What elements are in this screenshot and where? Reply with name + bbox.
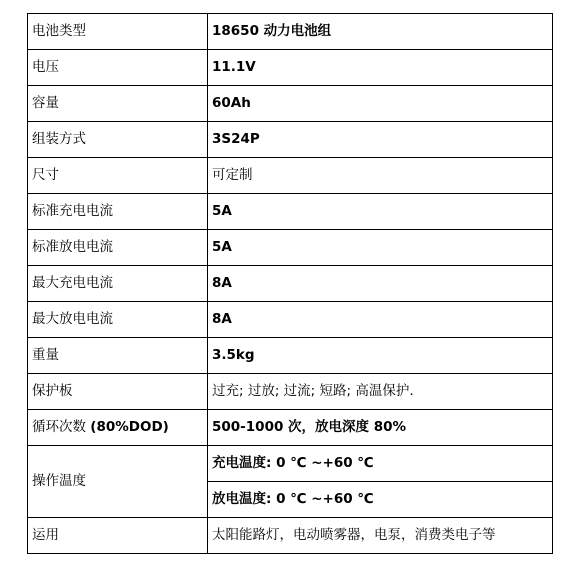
assembly-value: 3S24P bbox=[208, 122, 553, 158]
size-label: 尺寸 bbox=[28, 158, 208, 194]
application-value: 太阳能路灯，电动喷雾器，电泵，消费类电子等 bbox=[208, 518, 553, 554]
voltage-label: 电压 bbox=[28, 50, 208, 86]
table-row bbox=[28, 158, 553, 194]
discharge-temperature-range: 0 ℃ ~+60 ℃ bbox=[271, 491, 374, 508]
cycle-count-label-cn: 循环次数 bbox=[32, 419, 86, 436]
cycle-count-label-dod: (80%DOD) bbox=[90, 419, 169, 436]
table-row bbox=[28, 518, 553, 554]
weight-value: 3.5kg bbox=[208, 338, 553, 374]
max-discharge-current-value: 8A bbox=[208, 302, 553, 338]
battery-type-value-text: 18650 动力电池组 bbox=[212, 23, 332, 40]
table-row bbox=[28, 50, 553, 86]
table-row bbox=[28, 410, 553, 446]
operating-temperature-label: 操作温度 bbox=[28, 446, 208, 518]
battery-type-value bbox=[208, 14, 553, 50]
capacity-value: 60Ah bbox=[208, 86, 553, 122]
size-value: 可定制 bbox=[208, 158, 553, 194]
cycle-count-label bbox=[28, 410, 208, 446]
protection-board-value: 过充; 过放; 过流; 短路; 高温保护. bbox=[208, 374, 553, 410]
max-discharge-current-label: 最大放电电流 bbox=[28, 302, 208, 338]
cycle-count-dod-percent: 80% bbox=[369, 419, 407, 436]
table-row bbox=[28, 86, 553, 122]
battery-spec-table bbox=[27, 13, 553, 554]
std-discharge-current-value: 5A bbox=[208, 230, 553, 266]
table-row bbox=[28, 266, 553, 302]
cycle-count-range: 500-1000 bbox=[212, 419, 284, 436]
table-row bbox=[28, 302, 553, 338]
max-charge-current-value: 8A bbox=[208, 266, 553, 302]
cycle-count-dod-text: 次，放电深度 bbox=[283, 419, 370, 436]
battery-type-label: 电池类型 bbox=[28, 14, 208, 50]
table-row bbox=[28, 446, 553, 482]
std-charge-current-value: 5A bbox=[208, 194, 553, 230]
weight-label: 重量 bbox=[28, 338, 208, 374]
table-row bbox=[28, 374, 553, 410]
application-label: 运用 bbox=[28, 518, 208, 554]
table-row bbox=[28, 14, 553, 50]
table-row bbox=[28, 194, 553, 230]
assembly-label: 组装方式 bbox=[28, 122, 208, 158]
std-charge-current-label: 标准充电电流 bbox=[28, 194, 208, 230]
charge-temperature-range: 0 ℃ ~+60 ℃ bbox=[271, 455, 374, 472]
std-discharge-current-label: 标准放电电流 bbox=[28, 230, 208, 266]
table-row bbox=[28, 338, 553, 374]
discharge-temperature-prefix: 放电温度: bbox=[212, 491, 272, 508]
table-row bbox=[28, 122, 553, 158]
charge-temperature-prefix: 充电温度: bbox=[212, 455, 272, 472]
capacity-label: 容量 bbox=[28, 86, 208, 122]
charge-temperature-value bbox=[208, 446, 553, 482]
max-charge-current-label: 最大充电电流 bbox=[28, 266, 208, 302]
discharge-temperature-value bbox=[208, 482, 553, 518]
protection-board-label: 保护板 bbox=[28, 374, 208, 410]
table-row bbox=[28, 230, 553, 266]
voltage-value: 11.1V bbox=[208, 50, 553, 86]
cycle-count-value bbox=[208, 410, 553, 446]
